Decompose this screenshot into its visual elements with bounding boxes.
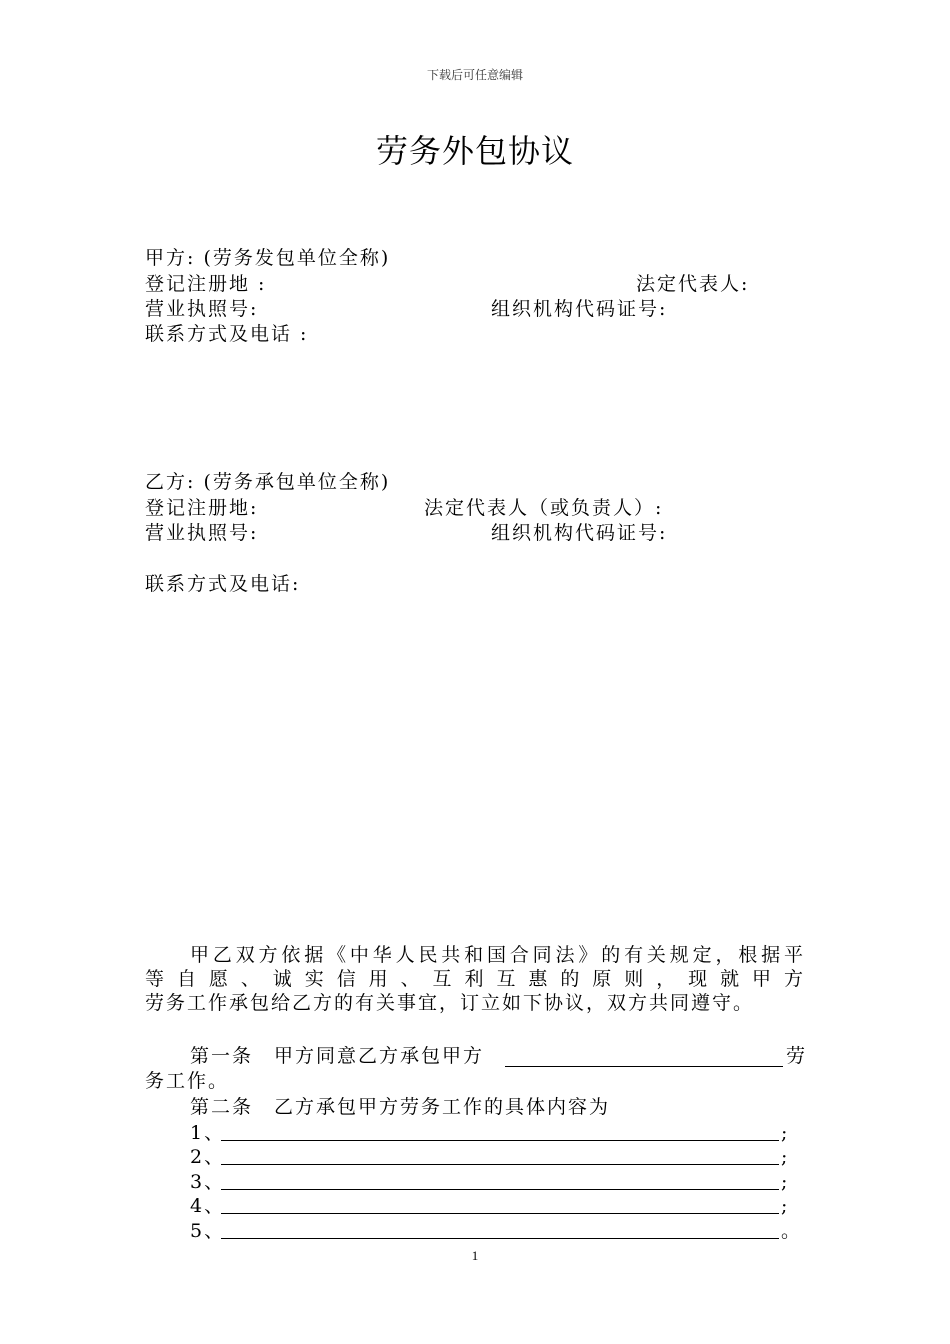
list-item-1-number: 1、	[190, 1122, 226, 1144]
party-b-org-code: 组织机构代码证号:	[491, 522, 668, 544]
list-item-1-end: ;	[781, 1122, 790, 1144]
page-title: 劳务外包协议	[375, 132, 574, 170]
preamble-paragraph	[145, 943, 805, 1015]
list-item-3-number: 3、	[190, 1171, 226, 1193]
preamble-line-3: 劳务工作承包给乙方的有关事宜，订立如下协议，双方共同遵守。	[145, 992, 755, 1014]
party-b-contact: 联系方式及电话:	[145, 573, 301, 595]
page-number: 1	[471, 1248, 479, 1263]
article-1-prefix: 第一条 甲方同意乙方承包甲方	[190, 1045, 485, 1067]
article-1-blank[interactable]	[505, 1066, 783, 1067]
party-a-registered-address: 登记注册地 :	[145, 273, 267, 295]
list-item-5-number: 5、	[190, 1220, 226, 1242]
list-item-1-blank[interactable]	[221, 1140, 779, 1141]
party-a-org-code: 组织机构代码证号:	[491, 298, 668, 320]
party-b-legal-rep: 法定代表人（或负责人）:	[424, 497, 664, 519]
article-1-line-2: 务工作。	[145, 1070, 230, 1092]
article-2-heading: 第二条 乙方承包甲方劳务工作的具体内容为	[190, 1096, 611, 1118]
party-b-license-no: 营业执照号:	[145, 522, 259, 544]
party-a-license-no: 营业执照号:	[145, 298, 259, 320]
party-a-contact: 联系方式及电话 :	[145, 323, 309, 345]
party-b-registered-address: 登记注册地:	[145, 497, 259, 519]
article-1-suffix: 劳	[786, 1045, 808, 1067]
list-item-4-number: 4、	[190, 1195, 226, 1217]
preamble-line-1: 甲乙双方依据《中华人民共和国合同法》的有关规定，根据平	[190, 944, 805, 966]
list-item-4-end: ;	[781, 1195, 790, 1217]
list-item-2-number: 2、	[190, 1146, 226, 1168]
list-item-2-blank[interactable]	[221, 1164, 779, 1165]
list-item-4-blank[interactable]	[221, 1213, 779, 1214]
preamble-line-2: 等自愿、诚实信用、互利互惠的原则，现就甲方	[145, 968, 805, 990]
list-item-3-end: ;	[781, 1171, 790, 1193]
list-item-2-end: ;	[781, 1146, 790, 1168]
list-item-3-blank[interactable]	[221, 1189, 779, 1190]
list-item-5-end: 。	[781, 1220, 803, 1242]
party-a-heading: 甲方: (劳务发包单位全称)	[145, 247, 391, 269]
party-a-legal-rep: 法定代表人:	[636, 273, 750, 295]
party-b-heading: 乙方: (劳务承包单位全称)	[145, 471, 391, 493]
list-item-5-blank[interactable]	[221, 1238, 779, 1239]
header-note: 下载后可任意编辑	[426, 68, 523, 82]
